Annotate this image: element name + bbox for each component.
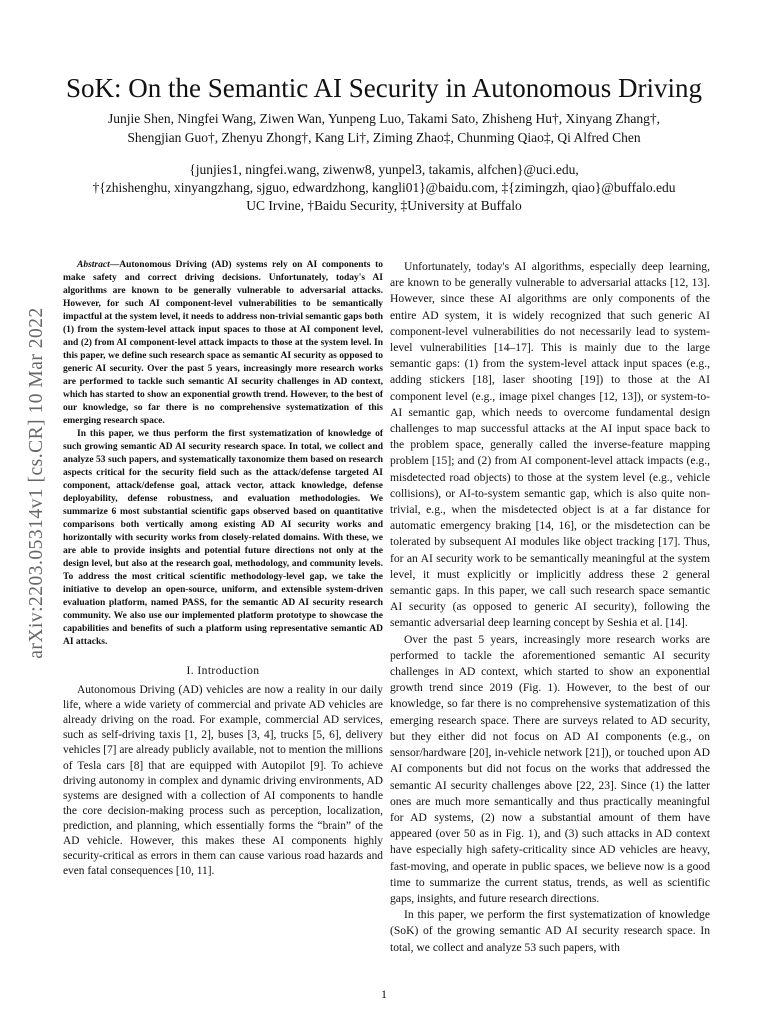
right-paragraph-2: Over the past 5 years, increasingly more research works are performed to tackle the aforementioned semantic AI security challenges in AD context, which started to show an exponential growth trend since 2019 (Fig. 1). However, to the best of our knowledge, so far there is no comprehensive systematization of this emerging research space. There are surveys related to AD security, but they either did not focus on AD AI components (e.g., on sensor/hardware [20], in-vehicle network [21]), or touched upon AD AI components but did not focus on the works that addressed the semantic AI security challenges above [22, 23]. Since (1) the latter ones are much more semantically and thus practically meaningful for AD systems, (2) now a substantial amount of them have appeared (over 50 as in Fig. 1), and (3) such attacks in AD context have especially high safety-criticality since AD vehicles are heavy, fast-moving, and operate in public spaces, we believe now is a good time to summarize the current status, trends, as well as scientific gaps, insights, and future research directions.: [390, 632, 710, 905]
arxiv-id: arXiv:2203.05314v1 [cs.CR] 10 Mar 2022: [26, 307, 47, 659]
contact-block: [60, 161, 708, 215]
right-paragraph-3: In this paper, we perform the first systematization of knowledge (SoK) of the growing semantic AD AI security research space. In total, we collect and analyze 53 such papers, with: [390, 908, 710, 954]
intro-paragraph-1: Autonomous Driving (AD) vehicles are now a reality in our daily life, where a wide variety of commercial and private AD vehicles are already driving on the road. For example, commercial AD services, such as self-driving taxis [1, 2], buses [3, 4], trucks [5, 6], delivery vehicles [7] are already publicly available, not to mention the millions of Tesla cars [8] that are equipped with Autopilot [9]. To achieve driving autonomy in complex and dynamic driving environments, AD systems are designed with a collection of AI components to handle the core decision-making process such as perception, localization, prediction, and planning, which essentially forms the “brain” of the AD vehicle. However, this makes these AI components highly security-critical as errors in them can cause various road hazards and even fatal consequences [10, 11].: [63, 684, 383, 878]
section-heading-introduction: I. Introduction: [186, 664, 260, 677]
right-column: [390, 259, 710, 956]
page-number: 1: [381, 987, 387, 1001]
abstract-text-1: —Autonomous Driving (AD) systems rely on AI components to make safety and correct driving decisions. Unfortunately, today's AI algorithms are known to be generally vulnerable to adversarial attacks. However, for such AI component-level vulnerabilities to be semantically impactful at the system level, it needs to address non-trivial semantic gaps both (1) from the system-level attack input spaces to those at AI component level, and (2) from AI component-level attack impacts to those at the system level. In this paper, we define such research space as semantic AI security as opposed to generic AI security. Over the past 5 years, increasingly more research works are performed to tackle such semantic AI security challenges in AD context, which has started to show an exponential growth trend. However, to the best of our knowledge, so far there is no comprehensive systematization of this emerging research space.: [63, 260, 383, 426]
arxiv-stamp: [24, 266, 50, 700]
abstract-paragraph-2: In this paper, we thus perform the first systematization of knowledge of such growing semantic AD AI security research space. In total, we collect and analyze 53 such papers, and systematically taxonomize them based on research aspects critical for the security field such as the attack/defense targeted AI component, attack/defense goal, attack vector, attack knowledge, defense deployability, defense robustness, and evaluation methodologies. We summarize 6 most substantial scientific gaps observed based on quantitative comparisons both vertically among existing AD AI security works and horizontally with security works from closely-related domains. With these, we are able to provide insights and potential future directions not only at the design level, but also at the research goal, methodology, and community levels. To address the most critical scientific methodology-level gap, we take the initiative to develop an open-source, uniform, and extensible system-driven evaluation platform, named PASS, for the semantic AD AI security research community. We also use our implemented platform prototype to showcase the capabilities and benefits of such a platform using representative semantic AD AI attacks.: [63, 429, 383, 647]
abstract-paragraph-1: [63, 259, 383, 428]
email-line-1: {junjies1, ningfei.wang, ziwenw8, yunpel3, takamis, alfchen}@uci.edu,: [189, 162, 579, 177]
left-column: [63, 259, 383, 879]
abstract: [63, 259, 383, 649]
abstract-heading: Abstract: [77, 260, 110, 270]
email-line-2: †{zhishenghu, xinyangzhang, sjguo, edwardzhong, kangli01}@baidu.com, ‡{zimingzh, qiao}@buffalo.edu: [92, 180, 676, 195]
authors-line-2: Shengjian Guo†, Zhenyu Zhong†, Kang Li†, Ziming Zhao‡, Chunming Qiao‡, Qi Alfred Chen: [127, 130, 641, 145]
authors-line-1: Junjie Shen, Ningfei Wang, Ziwen Wan, Yunpeng Luo, Takami Sato, Zhisheng Hu†, Xinyang Zhang†,: [107, 111, 661, 126]
paper-title: SoK: On the Semantic AI Security in Autonomous Driving: [66, 73, 702, 103]
right-paragraph-1: Unfortunately, today's AI algorithms, especially deep learning, are known to be generally vulnerable to adversarial attacks [12, 13]. However, since these AI algorithms are only components of the entire AD system, it is widely recognized that such generic AI component-level vulnerabilities do not necessarily lead to system-level vulnerabilities [14–17]. This is mainly due to the large semantic gaps: (1) from the system-level attack input spaces (e.g., adding stickers [18], laser shooting [19]) to those at the AI component level (e.g., image pixel changes [12, 13]), or system-to-AI semantic gap, which needs to overcome fundamental design challenges to map successful attacks at the AI input space back to the problem space, generally called the inverse-feature mapping problem [15]; and (2) from AI component-level attack impacts (e.g., misdetected road objects) to those at the system level (e.g., vehicle collisions), or AI-to-system semantic gap, which is also quite non-trivial, e.g., when the misdetected object is at a far distance for automatic emergency braking [14, 16], or the misdetection can be tolerated by subsequent AI modules like object tracking [17]. Thus, for an AI security work to be semantically meaningful at the system level, it must explicitly or implicitly address these 2 general semantic gaps. In this paper, we call such research space semantic AI security (as opposed to generic AI security), following the semantic adversarial deep learning concept by Seshia et al. [14].: [390, 260, 710, 630]
affiliations: UC Irvine, †Baidu Security, ‡University at Buffalo: [246, 198, 522, 213]
author-list: [60, 109, 708, 147]
